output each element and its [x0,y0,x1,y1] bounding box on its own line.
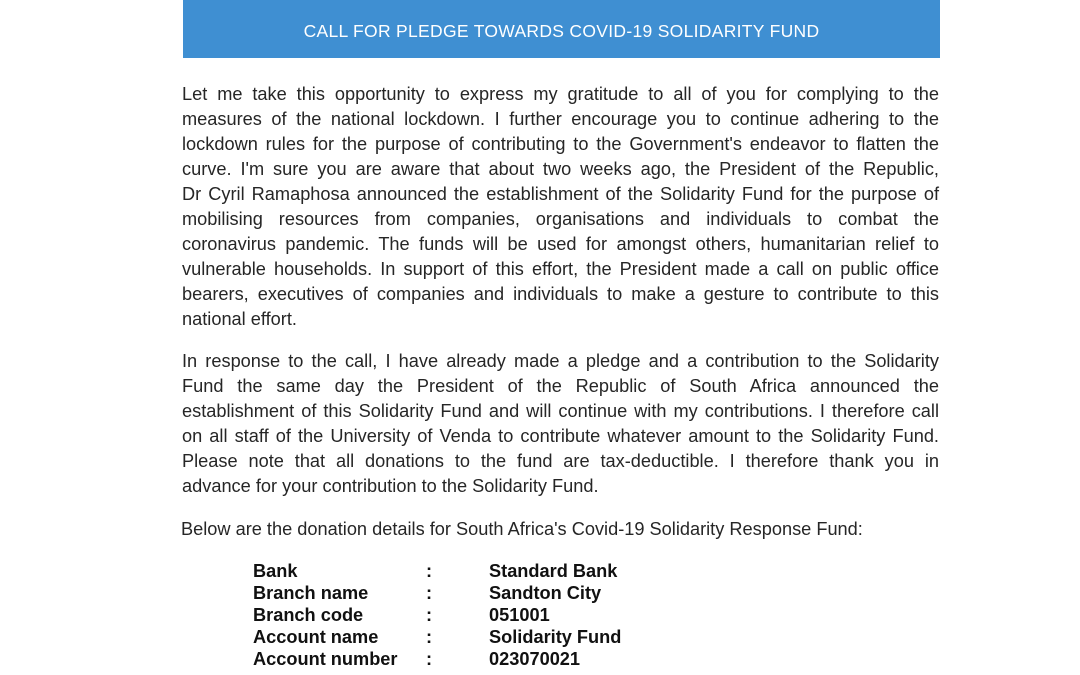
paragraph-line: mobilising resources from companies, organisations and individuals to combat the [182,209,939,229]
detail-label: Account number [253,649,398,669]
detail-separator: : [426,649,433,669]
detail-value: Solidarity Fund [489,627,622,647]
detail-label: Branch name [253,583,369,603]
detail-label: Bank [253,561,298,581]
paragraph-line: national effort. [182,309,297,329]
detail-separator: : [426,583,433,603]
detail-separator: : [426,605,433,625]
detail-label: Branch code [253,605,364,625]
paragraph-line: on all staff of the University of Venda to contribute whatever amount to the Solidarity Fund. [182,426,939,446]
paragraph-line: curve. I'm sure you are aware that about two weeks ago, the President of the Republic, [182,159,939,179]
paragraph-pledge [182,349,939,499]
detail-value: 051001 [489,605,550,625]
donation-details-intro: Below are the donation details for South Africa's Covid-19 Solidarity Response Fund: [181,519,863,539]
paragraph-line: Let me take this opportunity to express my gratitude to all of you for complying to the [182,84,939,104]
paragraph-line: Please note that all donations to the fund are tax-deductible. I therefore thank you in [182,451,939,471]
paragraph-line: lockdown rules for the purpose of contributing to the Government's endeavor to flatten the [182,134,939,154]
paragraph-line: Dr Cyril Ramaphosa announced the establishment of the Solidarity Fund for the purpose of [182,184,939,204]
paragraph-line: vulnerable households. In support of this effort, the President made a call on public office [182,259,939,279]
paragraph-line: Fund the same day the President of the Republic of South Africa announced the [182,376,939,396]
paragraph-line: coronavirus pandemic. The funds will be used for amongst others, humanitarian relief to [182,234,939,254]
detail-separator: : [426,627,433,647]
detail-value: Standard Bank [489,561,618,581]
detail-separator: : [426,561,433,581]
detail-value: 023070021 [489,649,581,669]
paragraph-line: In response to the call, I have already made a pledge and a contribution to the Solidarity [182,351,939,371]
title-banner [183,0,940,58]
detail-label: Account name [253,627,379,647]
paragraph-line: establishment of this Solidarity Fund and will continue with my contributions. I therefore call [182,401,939,421]
paragraph-line: advance for your contribution to the Solidarity Fund. [182,476,599,496]
paragraph-gratitude [182,82,939,332]
detail-value: Sandton City [489,583,602,603]
paragraph-line: bearers, executives of companies and individuals to make a gesture to contribute to this [182,284,939,304]
paragraph-line: measures of the national lockdown. I further encourage you to continue adhering to the [182,109,939,129]
document-title: CALL FOR PLEDGE TOWARDS COVID-19 SOLIDARITY FUND [303,20,820,41]
